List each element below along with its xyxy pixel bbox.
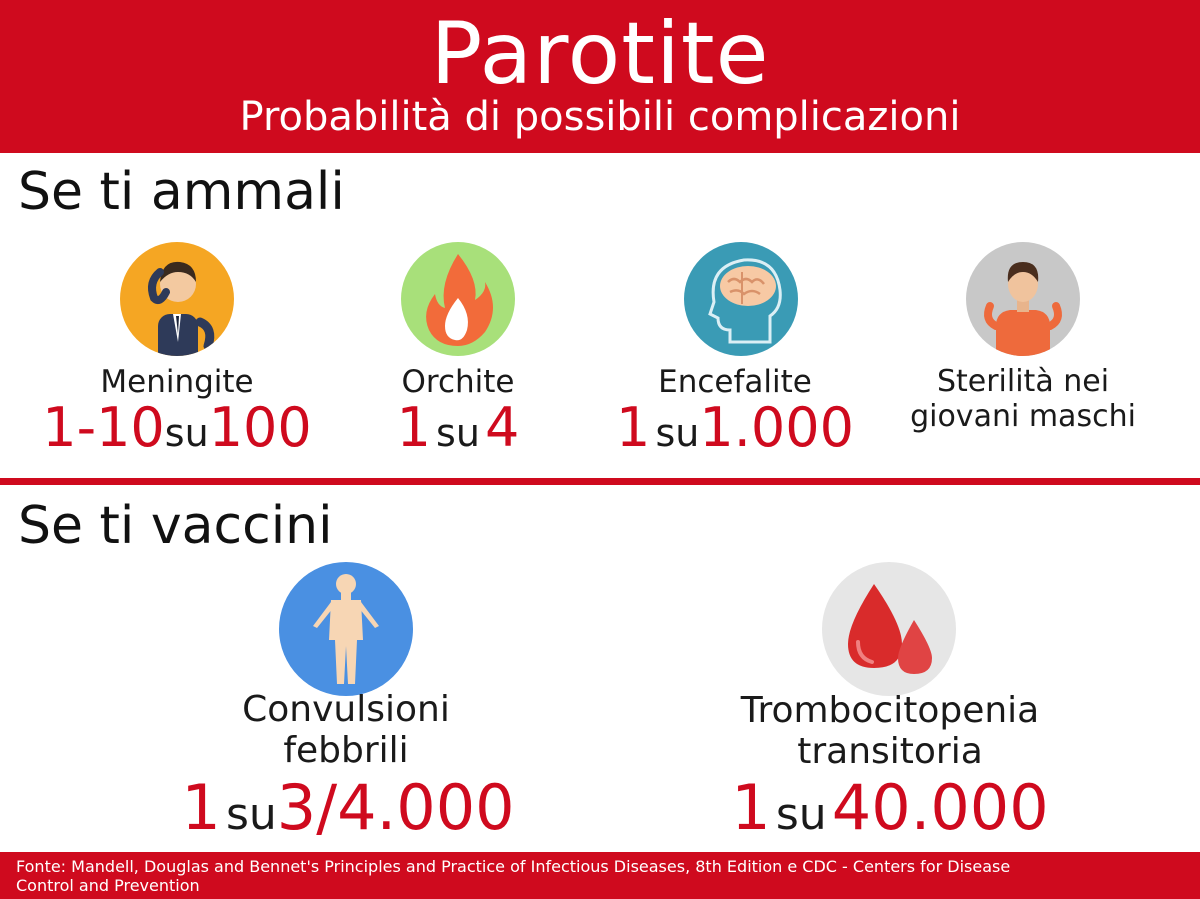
- section-divider: [0, 478, 1200, 485]
- stat-meningite: [20, 394, 334, 475]
- stat-value-a: 1: [181, 771, 221, 844]
- header-banner: [0, 0, 1200, 153]
- stat-su: su: [655, 411, 700, 455]
- item-label-trombocitopenia: Trombocitopenia: [740, 690, 1040, 731]
- source-footer: [0, 852, 1200, 899]
- item-label-meningite: Meningite: [100, 364, 254, 400]
- stat-value-a: 1: [731, 771, 771, 844]
- source-line-2: Control and Prevention: [16, 876, 200, 895]
- stat-su: su: [164, 411, 209, 455]
- stat-encefalite: [588, 394, 882, 475]
- item-label-convulsioni: Convulsioni: [242, 689, 450, 730]
- stat-value-a: 1-10: [42, 396, 165, 459]
- stat-convulsioni: [110, 768, 586, 864]
- stat-orchite: [311, 394, 605, 475]
- item-label-trombocitopenia-line2: transitoria: [797, 731, 983, 772]
- stat-su: su: [436, 411, 480, 455]
- brain-head-icon: [684, 242, 798, 356]
- blood-drops-icon: [822, 562, 956, 696]
- stat-value-b: 40.000: [831, 771, 1049, 844]
- source-line-1: Fonte: Mandell, Douglas and Bennet's Principles and Practice of Infectious Diseases, 8th Edition e CDC - Centers for Disease: [16, 857, 1011, 876]
- stat-value-b: 1.000: [699, 396, 854, 459]
- headache-person-icon: [120, 242, 234, 356]
- human-body-icon: [279, 562, 413, 696]
- stat-value-b: 100: [208, 396, 312, 459]
- section-title-sick: Se ti ammali: [18, 162, 345, 222]
- page-subtitle: Probabilità di possibili complicazioni: [239, 94, 961, 140]
- flame-icon: [401, 242, 515, 356]
- stat-value-b: 3/4.000: [276, 771, 515, 844]
- section-title-vaccine: Se ti vaccini: [18, 496, 333, 556]
- stat-trombocitopenia: [650, 768, 1130, 864]
- page-title: Parotite: [430, 4, 770, 104]
- stat-value-a: 1: [616, 396, 651, 459]
- stat-su: su: [775, 789, 827, 840]
- item-label-sterilita-line2: giovani maschi: [910, 399, 1136, 434]
- item-label-sterilita: Sterilità nei: [936, 364, 1110, 399]
- item-label-encefalite: Encefalite: [658, 364, 812, 400]
- young-man-icon: [966, 242, 1080, 356]
- stat-value-b: 4: [485, 396, 520, 459]
- item-label-orchite: Orchite: [401, 364, 515, 400]
- stat-value-a: 1: [396, 396, 431, 459]
- item-label-convulsioni-line2: febbrili: [283, 730, 409, 771]
- stat-su: su: [225, 789, 277, 840]
